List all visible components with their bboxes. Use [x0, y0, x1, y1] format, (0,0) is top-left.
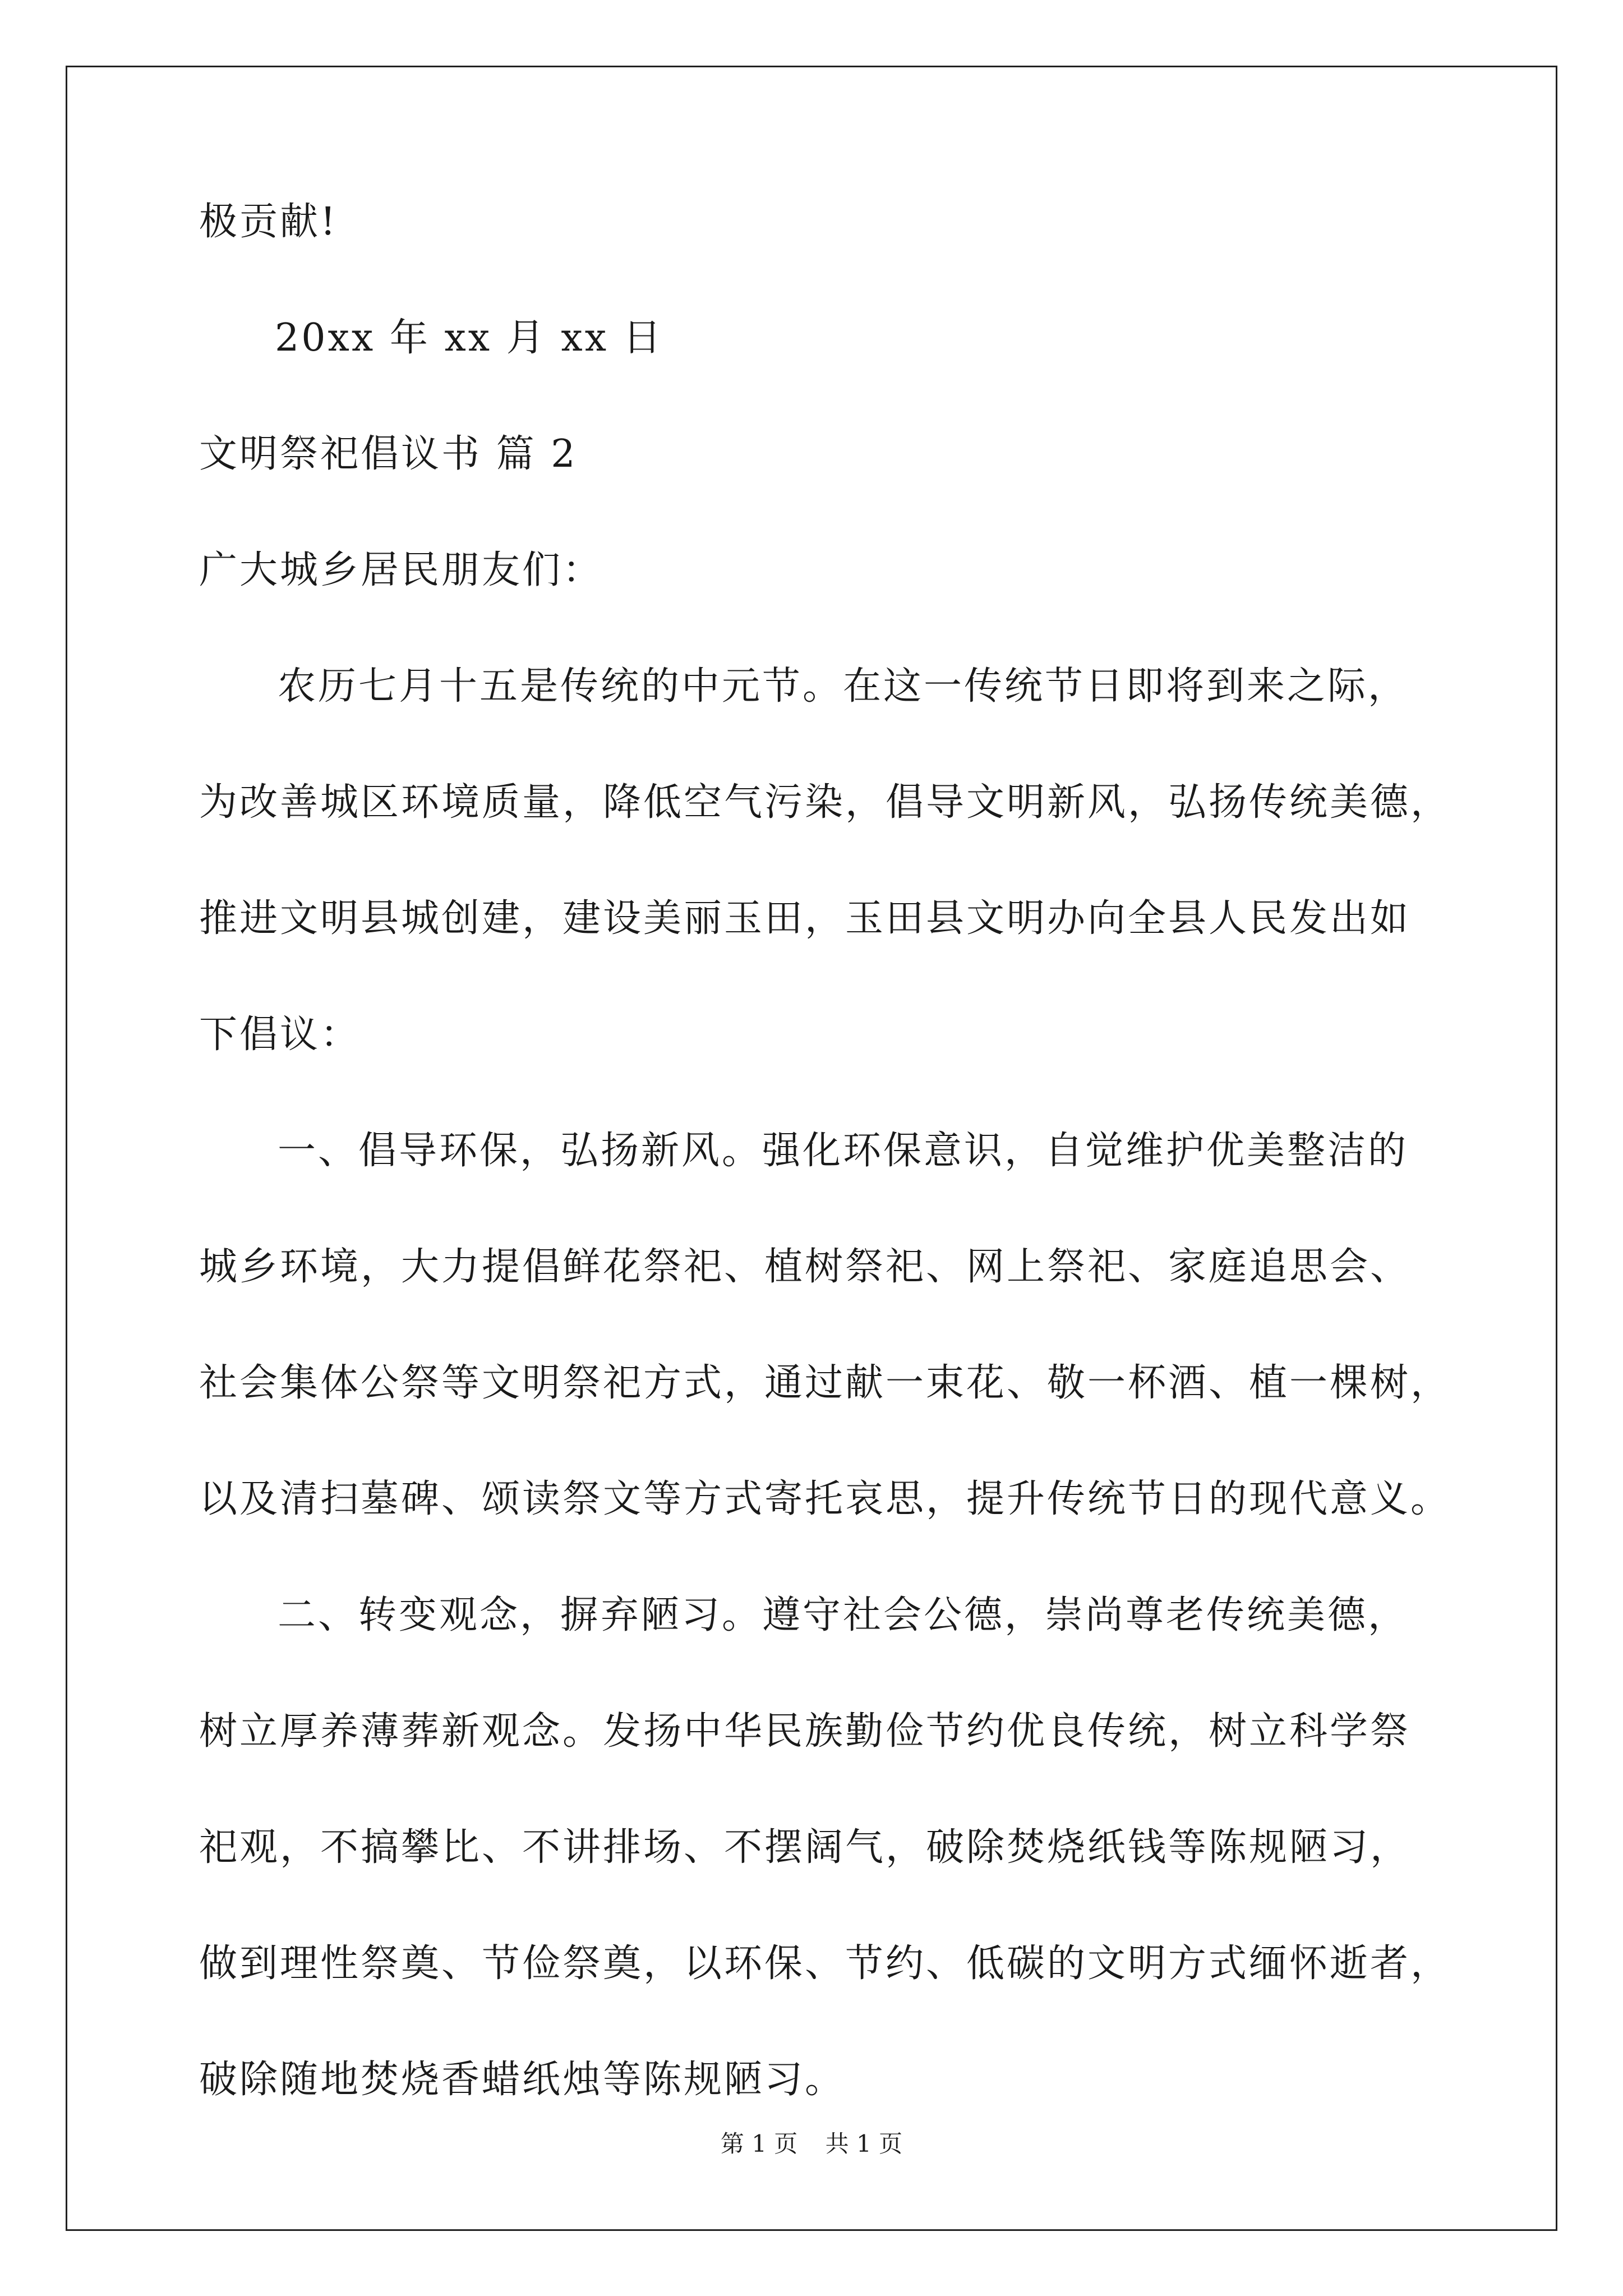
- salutation: 广大城乡居民朋友们：: [199, 548, 603, 592]
- paragraph-line: 以及清扫墓碑、颂读祭文等方式寄托哀思，提升传统节日的现代意义。: [199, 1477, 1451, 1521]
- paragraph-line: 二、转变观念，摒弃陋习。遵守社会公德，崇尚尊老传统美德，: [278, 1593, 1409, 1637]
- page-number: 第 1 页: [720, 2130, 798, 2157]
- paragraph-line: 社会集体公祭等文明祭祀方式，通过献一束花、敬一杯酒、植一棵树，: [199, 1361, 1451, 1405]
- paragraph-line: 推进文明县城创建，建设美丽玉田，玉田县文明办向全县人民发出如: [199, 896, 1411, 941]
- paragraph-line: 做到理性祭奠、节俭祭奠，以环保、节约、低碳的文明方式缅怀逝者，: [199, 1941, 1451, 1986]
- paragraph-line: 城乡环境，大力提倡鲜花祭祀、植树祭祀、网上祭祀、家庭追思会、: [199, 1245, 1411, 1289]
- paragraph-line: 树立厚养薄葬新观念。发扬中华民族勤俭节约优良传统，树立科学祭: [199, 1709, 1411, 1754]
- date-line: 20xx 年 xx 月 xx 日: [275, 316, 663, 360]
- page-footer: [0, 2131, 1623, 2157]
- paragraph-line: 祀观，不搞攀比、不讲排场、不摆阔气，破除焚烧纸钱等陈规陋习，: [199, 1825, 1411, 1870]
- paragraph-line: 破除随地焚烧香蜡纸烛等陈规陋习。: [199, 2058, 846, 2102]
- document-body: [199, 202, 1455, 2100]
- paragraph-line: 下倡议：: [199, 1013, 361, 1057]
- page-total: 共 1 页: [825, 2130, 903, 2157]
- paragraph-line: 一、倡导环保，弘扬新风。强化环保意识，自觉维护优美整洁的: [278, 1129, 1409, 1173]
- section-title: 文明祭祀倡议书 篇 2: [199, 432, 578, 476]
- closing-line: 极贡献!: [199, 200, 338, 244]
- paragraph-line: 为改善城区环境质量，降低空气污染，倡导文明新风，弘扬传统美德，: [199, 780, 1451, 825]
- paragraph-line: 农历七月十五是传统的中元节。在这一传统节日即将到来之际，: [278, 664, 1409, 708]
